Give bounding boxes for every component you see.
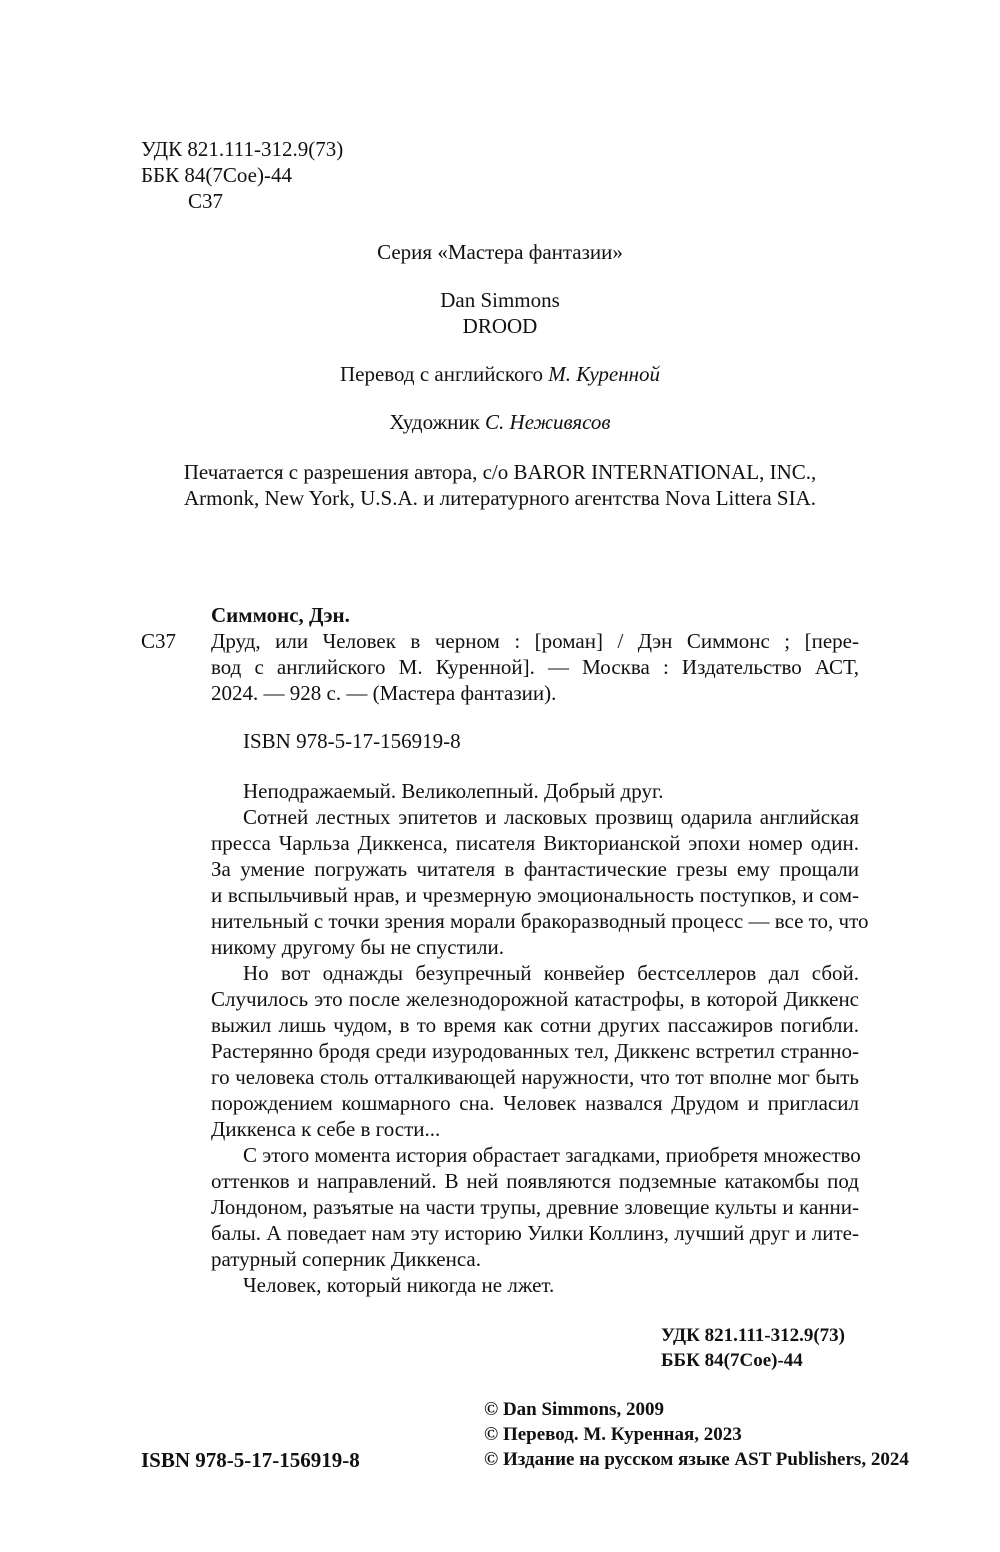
annotation-p5: Человек, который никогда не лжет. <box>243 1273 555 1297</box>
permission-line-1: Печатается с разрешения автора, c/o BAROR INTERNATIONAL, INC., <box>183 460 817 484</box>
annotation-p3-line: Но вот однажды безупречный конвейер бестселлеров дал сбой. <box>243 961 859 985</box>
annotation-p3-line: порождением кошмарного сна. Человек назвался Друдом и пригласил <box>211 1091 859 1115</box>
footer-bbk: ББК 84(7Сое)-44 <box>661 1350 803 1371</box>
annotation-p4-line: Лондоном, разъятые на части трупы, древние зловещие культы и канни- <box>211 1195 859 1219</box>
annotation-p4-line: балы. А поведает нам эту историю Уилки Коллинз, лучший друг и лите- <box>211 1221 859 1245</box>
catalog-author: Симмонс, Дэн. <box>211 603 350 627</box>
catalog-code: С37 <box>141 629 177 653</box>
annotation-p2-line: никому другому бы не спустили. <box>211 935 505 959</box>
footer-udk: УДК 821.111-312.9(73) <box>661 1325 846 1346</box>
annotation-p2-line: нительный с точки зрения морали бракоразводный процесс — все то, что <box>211 909 869 933</box>
original-author: Dan Simmons <box>440 288 560 312</box>
annotation-p4-line: С этого момента история обрастает загадками, приобретя множество <box>243 1143 861 1167</box>
catalog-isbn: ISBN 978-5-17-156919-8 <box>243 729 461 753</box>
annotation-p2-line: Сотней лестных эпитетов и ласковых прозвищ одарила английская <box>243 805 859 829</box>
annotation-p3-line: го человека столь отталкивающей наружности, что тот вполне мог быть <box>211 1065 859 1089</box>
translator-name: М. Куренной <box>548 362 661 386</box>
original-title: DROOD <box>462 314 538 338</box>
copyright-line: © Издание на русском языке AST Publishers, 2024 <box>484 1449 909 1470</box>
annotation-p4-line: оттенков и направлений. В ней появляются подземные катакомбы под <box>211 1169 859 1193</box>
annotation-p2-line: пресса Чарльза Диккенса, писателя Викторианской эпохи номер один. <box>211 831 859 855</box>
annotation-p1: Неподражаемый. Великолепный. Добрый друг. <box>243 779 664 803</box>
series-title: Серия «Мастера фантазии» <box>377 240 623 264</box>
annotation-p3-line: выжил лишь чудом, в то время как сотни других пассажиров погибли. <box>211 1013 859 1037</box>
copyright-line: © Dan Simmons, 2009 <box>484 1399 664 1420</box>
udk-code: УДК 821.111-312.9(73) <box>141 137 344 161</box>
annotation-p2-line: За умение погружать читателя в фантастические грезы ему прощали <box>211 857 859 881</box>
artist-line <box>0 409 1000 435</box>
catalog-entry-line-3: 2024. — 928 с. — (Мастера фантазии). <box>211 681 557 705</box>
footer-isbn: ISBN 978-5-17-156919-8 <box>141 1448 360 1472</box>
bbk-code: ББК 84(7Сое)-44 <box>141 163 292 187</box>
artist-name: С. Неживясов <box>485 410 611 434</box>
translator-line <box>0 361 1000 387</box>
catalog-entry-line-1: Друд, или Человек в черном : [роман] / Дэн Симмонс ; [пере- <box>211 629 859 653</box>
annotation-p3-line: Случилось это после железнодорожной катастрофы, в которой Диккенс <box>211 987 859 1011</box>
translator-prefix: Перевод с английского <box>339 362 549 386</box>
catalog-entry-line-2: вод с английского М. Куренной]. — Москва : Издательство АСТ, <box>211 655 859 679</box>
permission-line-2: Armonk, New York, U.S.A. и литературного агентства Nova Littera SIA. <box>183 486 817 510</box>
annotation-p4-line: ратурный соперник Диккенса. <box>211 1247 481 1271</box>
artist-prefix: Художник <box>389 410 486 434</box>
copyright-line: © Перевод. М. Куренная, 2023 <box>484 1424 742 1445</box>
annotation-p3-line: Растерянно бродя среди изуродованных тел, Диккенс встретил странно- <box>211 1039 859 1063</box>
annotation-p3-line: Диккенса к себе в гости... <box>211 1117 441 1141</box>
author-mark: С37 <box>188 189 224 213</box>
annotation-p2-line: и вспыльчивый нрав, и чрезмерную эмоциональность поступков, и сом- <box>211 883 859 907</box>
